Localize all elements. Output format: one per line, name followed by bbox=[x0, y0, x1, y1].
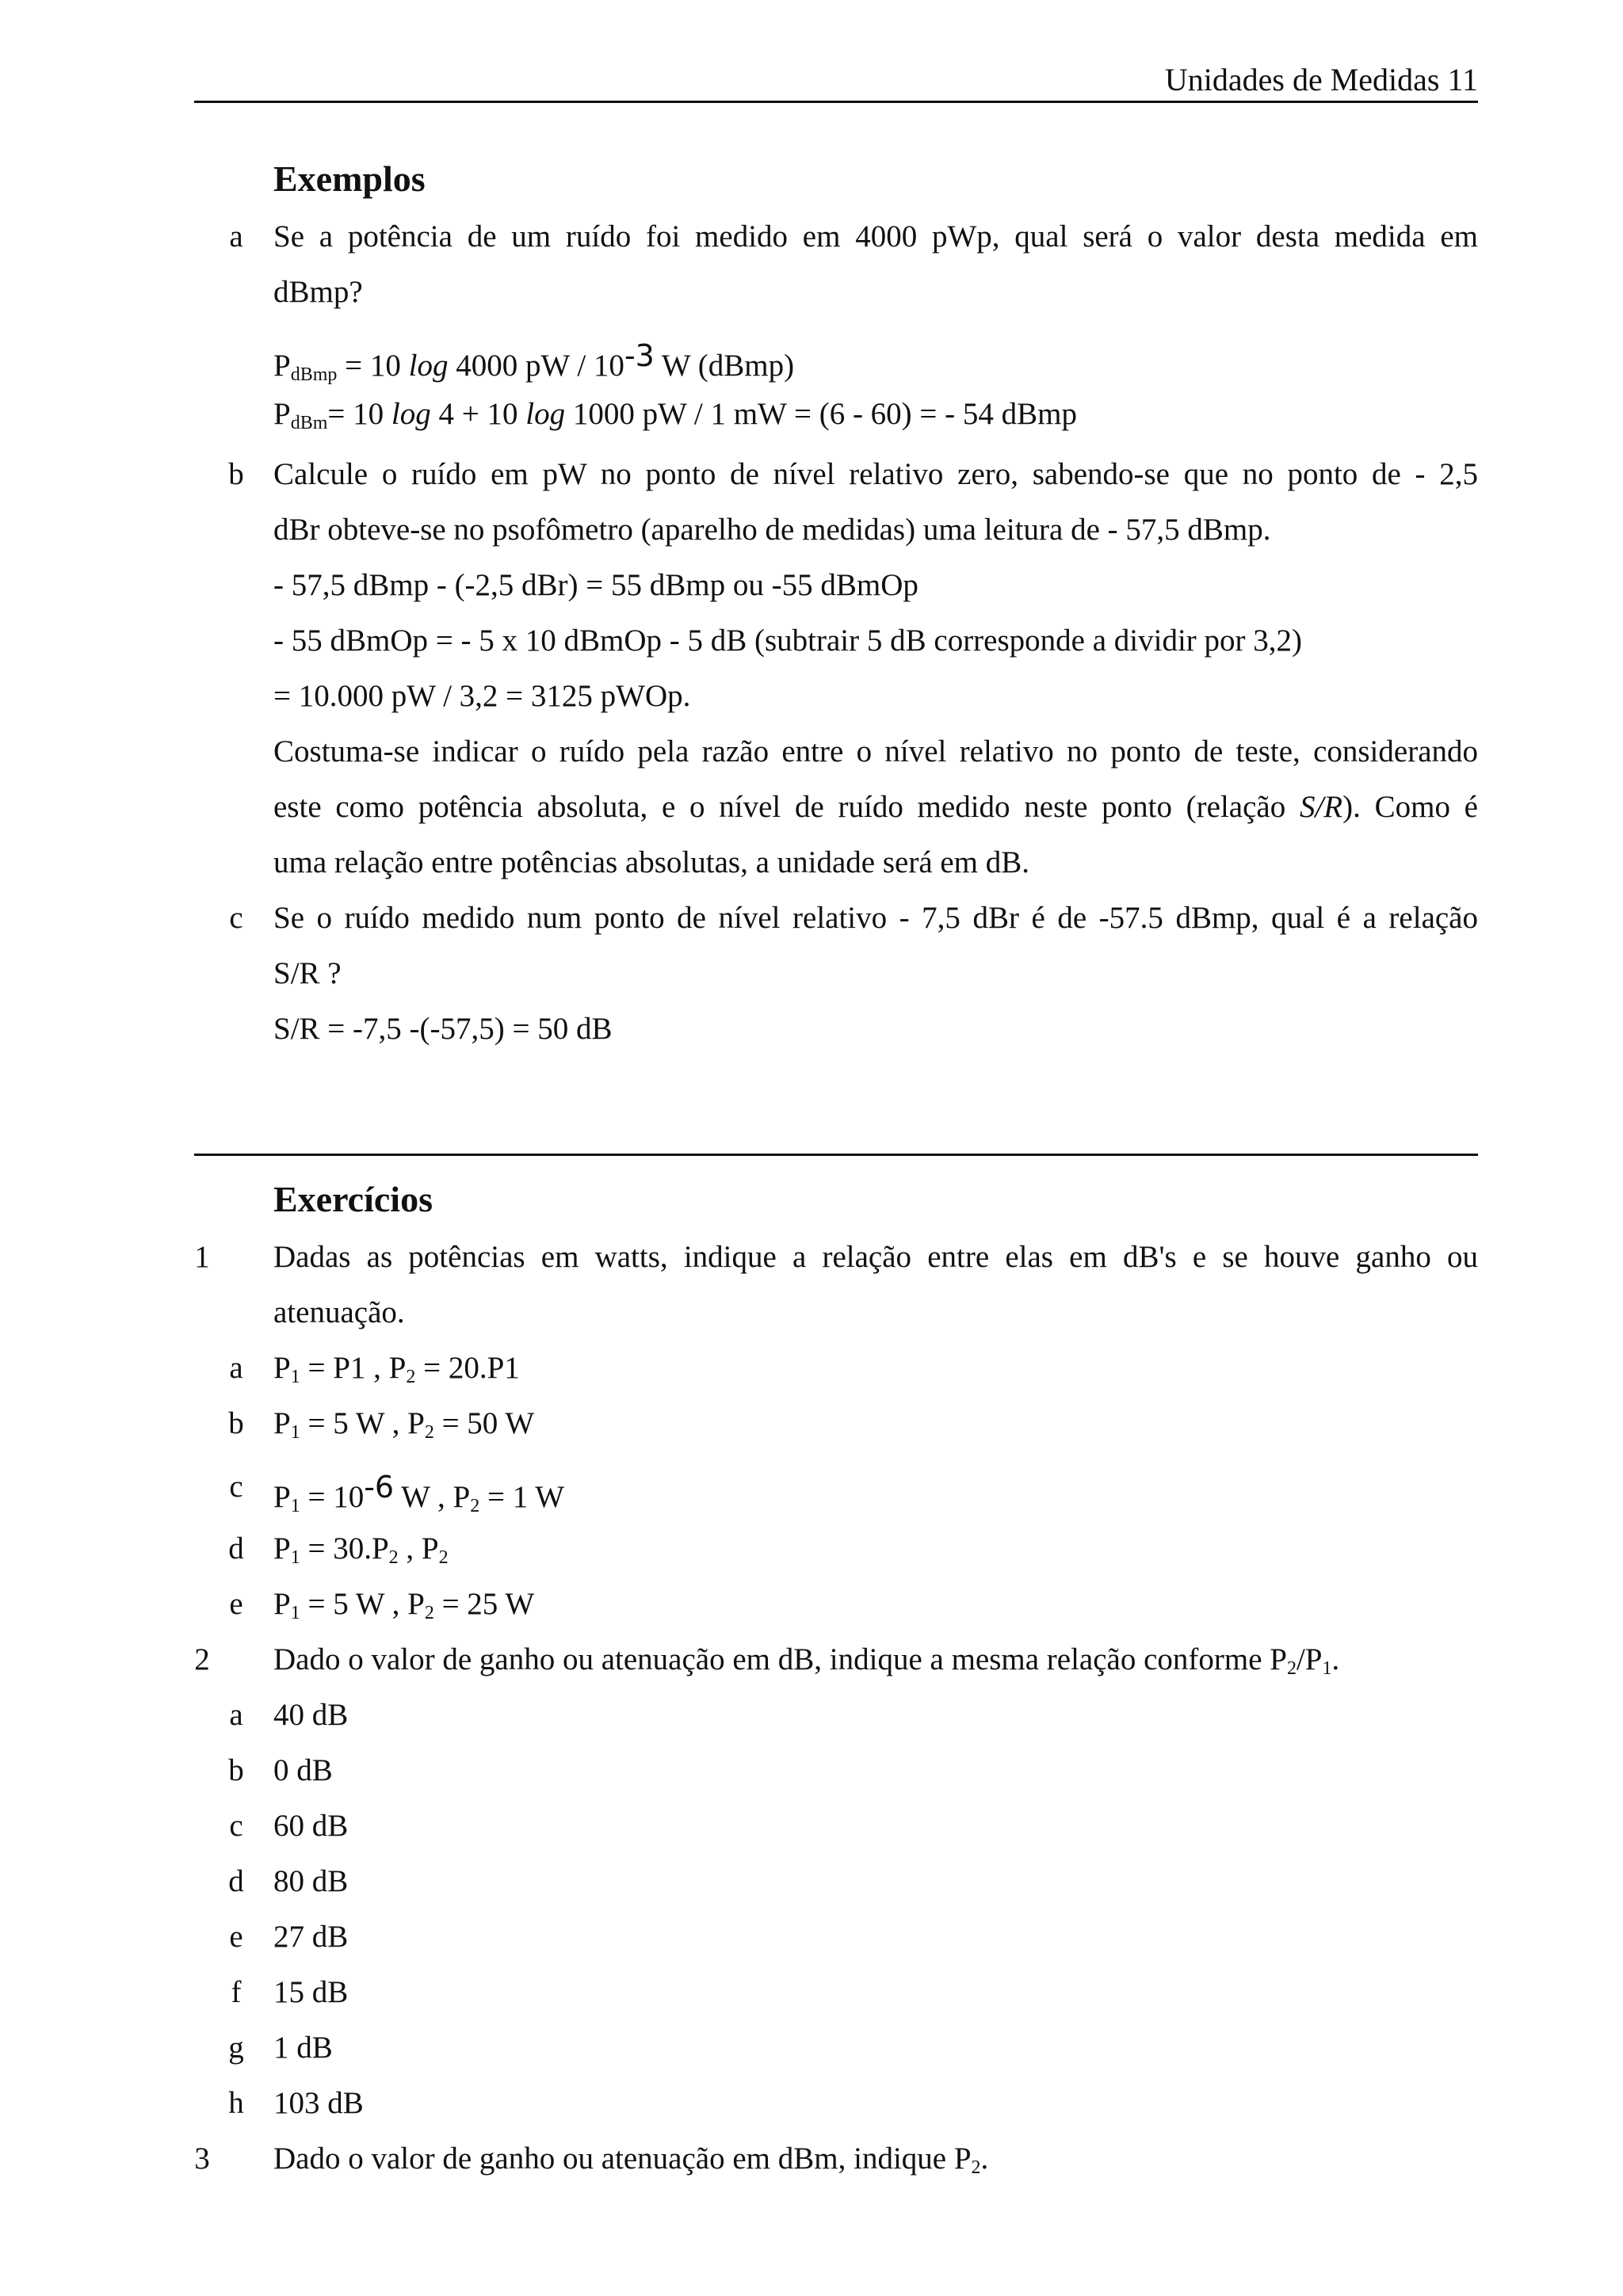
exercise-1-line-2: atenuação. bbox=[273, 1295, 405, 1329]
exercise-1-item-d bbox=[273, 1521, 1478, 1577]
subscript: 2 bbox=[424, 1422, 434, 1443]
text: = 50 W bbox=[433, 1406, 535, 1440]
exercise-2-marker-f: f bbox=[231, 1975, 242, 2009]
exercise-2-item-c: 60 dB bbox=[273, 1809, 349, 1843]
example-b-line-6: Costuma-se indicar o ruído pela razão entre o nível relativo no ponto de teste, considerando bbox=[273, 734, 1478, 769]
exercise-2-marker-b: b bbox=[228, 1753, 244, 1787]
formula-text: 1000 pW / 1 mW = (6 - 60) = - 54 dBmp bbox=[565, 397, 1077, 431]
text: = 10 bbox=[300, 1480, 365, 1514]
example-marker-b: b bbox=[228, 457, 244, 491]
text: = 1 W bbox=[479, 1480, 565, 1514]
example-c-line-3: S/R = -7,5 -(-57,5) = 50 dB bbox=[273, 1012, 613, 1046]
example-a-formula-1 bbox=[273, 328, 1478, 383]
text: ). Como é bbox=[1342, 790, 1478, 824]
subscript: 1 bbox=[1322, 1658, 1332, 1679]
example-b-line-4: - 55 dBmOp = - 5 x 10 dBmOp - 5 dB (subtrair 5 dB corresponde a dividir por 3,2) bbox=[273, 624, 1302, 658]
section-title-exemplos: Exemplos bbox=[273, 158, 426, 199]
example-b-line-1: Calcule o ruído em pW no ponto de nível relativo zero, sabendo-se que no ponto de - 2,5 bbox=[273, 457, 1478, 491]
formula-text: 4000 pW / 10 bbox=[448, 349, 624, 383]
power-symbol: P bbox=[273, 1587, 291, 1621]
formula-symbol: P bbox=[273, 397, 291, 431]
formula-log: log bbox=[525, 397, 566, 431]
power-symbol: P bbox=[421, 1531, 439, 1566]
example-b-line-2: dBr obteve-se no psofômetro (aparelho de medidas) uma leitura de - 57,5 dBmp. bbox=[273, 513, 1271, 547]
header-rule bbox=[194, 101, 1478, 103]
example-c-line-2: S/R ? bbox=[273, 956, 342, 990]
text: = 25 W bbox=[433, 1587, 535, 1621]
power-symbol: P bbox=[407, 1587, 425, 1621]
power-symbol: P bbox=[388, 1351, 407, 1385]
formula-log: log bbox=[391, 397, 431, 431]
subscript: 2 bbox=[470, 1496, 480, 1516]
subscript: 1 bbox=[290, 1367, 300, 1387]
text: este como potência absoluta, e o nível de ruído medido neste ponto (relação bbox=[273, 790, 1300, 824]
example-b-line-8: uma relação entre potências absolutas, a unidade será em dB. bbox=[273, 845, 1030, 879]
exercise-1-item-c bbox=[273, 1459, 1478, 1515]
subscript: 1 bbox=[290, 1603, 300, 1623]
power-symbol: P bbox=[273, 1406, 291, 1440]
formula-log: log bbox=[408, 349, 449, 383]
example-marker-c: c bbox=[229, 901, 243, 935]
exercise-1-marker-c: c bbox=[229, 1470, 243, 1504]
exercise-1-line-1: Dadas as potências em watts, indique a relação entre elas em dB's e se houve ganho ou bbox=[273, 1240, 1478, 1274]
exercise-2-item-a: 40 dB bbox=[273, 1698, 349, 1732]
page-header: Unidades de Medidas 11 bbox=[1164, 62, 1478, 97]
subscript: 2 bbox=[406, 1367, 416, 1387]
text: . bbox=[980, 2142, 989, 2176]
exponent: -6 bbox=[364, 1470, 395, 1505]
subscript: 2 bbox=[971, 2157, 981, 2178]
power-symbol: P bbox=[273, 1480, 291, 1514]
exercise-2-item-b: 0 dB bbox=[273, 1753, 333, 1787]
text: . bbox=[1331, 1642, 1340, 1676]
text: = 20.P1 bbox=[415, 1351, 520, 1385]
text: Dado o valor de ganho ou atenuação em dBm, indique P bbox=[273, 2142, 972, 2176]
exercise-1-item-b bbox=[273, 1396, 1478, 1451]
exercise-2-item-d: 80 dB bbox=[273, 1864, 349, 1898]
exercise-3-statement bbox=[273, 2131, 1478, 2187]
exercise-2-marker-g: g bbox=[228, 2031, 244, 2065]
subscript: 1 bbox=[290, 1496, 300, 1516]
formula-symbol: P bbox=[273, 349, 291, 383]
formula-text: W (dBmp) bbox=[654, 349, 795, 383]
exercise-1-item-a bbox=[273, 1341, 1478, 1396]
text: /P bbox=[1296, 1642, 1323, 1676]
formula-subscript: dBmp bbox=[290, 364, 338, 385]
exercise-2-marker-c: c bbox=[229, 1809, 243, 1843]
formula-text: 4 + 10 bbox=[430, 397, 526, 431]
exercise-1-marker-a: a bbox=[229, 1351, 243, 1385]
exercise-number-3: 3 bbox=[194, 2142, 210, 2176]
subscript: 2 bbox=[388, 1547, 399, 1568]
exercise-number-2: 2 bbox=[194, 1642, 210, 1676]
formula-text: = 10 bbox=[337, 349, 409, 383]
power-symbol: P bbox=[273, 1351, 291, 1385]
section-title-exercicios: Exercícios bbox=[273, 1179, 433, 1219]
exercise-1-marker-e: e bbox=[229, 1587, 243, 1621]
formula-exponent: -3 bbox=[624, 338, 655, 373]
subscript: 2 bbox=[1286, 1658, 1296, 1679]
exercise-2-item-h: 103 dB bbox=[273, 2086, 364, 2120]
exercise-1-marker-b: b bbox=[228, 1406, 244, 1440]
example-b-line-5: = 10.000 pW / 3,2 = 3125 pWOp. bbox=[273, 679, 691, 713]
example-a-formula-2 bbox=[273, 387, 1478, 442]
subscript: 2 bbox=[424, 1603, 434, 1623]
example-c-line-1: Se o ruído medido num ponto de nível relativo - 7,5 dBr é de -57.5 dBmp, qual é a relação bbox=[273, 901, 1478, 935]
section-divider bbox=[194, 1154, 1478, 1156]
exercise-2-statement bbox=[273, 1632, 1478, 1688]
text: = 30.P bbox=[300, 1531, 389, 1566]
ratio-term: S/R bbox=[1299, 790, 1343, 824]
example-a-line-1: Se a potência de um ruído foi medido em 4000 pWp, qual será o valor desta medida em bbox=[273, 219, 1478, 254]
subscript: 2 bbox=[438, 1547, 449, 1568]
exercise-2-marker-d: d bbox=[228, 1864, 244, 1898]
power-symbol: P bbox=[453, 1480, 471, 1514]
exercise-1-item-e bbox=[273, 1577, 1478, 1632]
exercise-2-marker-e: e bbox=[229, 1920, 243, 1954]
power-symbol: P bbox=[407, 1406, 425, 1440]
text: W , bbox=[394, 1480, 453, 1514]
text: , bbox=[398, 1531, 422, 1566]
example-marker-a: a bbox=[229, 219, 243, 254]
example-b-line-7 bbox=[273, 780, 1478, 835]
exercise-2-item-g: 1 dB bbox=[273, 2031, 333, 2065]
text: = 5 W , bbox=[300, 1587, 408, 1621]
exercise-number-1: 1 bbox=[194, 1240, 210, 1274]
text: = P1 , bbox=[300, 1351, 389, 1385]
power-symbol: P bbox=[273, 1531, 291, 1566]
exercise-2-item-e: 27 dB bbox=[273, 1920, 349, 1954]
example-b-line-3: - 57,5 dBmp - (-2,5 dBr) = 55 dBmp ou -55 dBmOp bbox=[273, 568, 918, 602]
exercise-2-item-f: 15 dB bbox=[273, 1975, 349, 2009]
subscript: 1 bbox=[290, 1422, 300, 1443]
formula-subscript: dBm bbox=[290, 413, 328, 433]
exercise-1-marker-d: d bbox=[228, 1531, 244, 1566]
exercise-2-marker-h: h bbox=[228, 2086, 244, 2120]
formula-text: = 10 bbox=[327, 397, 391, 431]
text: Dado o valor de ganho ou atenuação em dB, indique a mesma relação conforme P bbox=[273, 1642, 1287, 1676]
text: = 5 W , bbox=[300, 1406, 408, 1440]
subscript: 1 bbox=[290, 1547, 300, 1568]
exercise-2-marker-a: a bbox=[229, 1698, 243, 1732]
example-a-line-2: dBmp? bbox=[273, 275, 363, 309]
